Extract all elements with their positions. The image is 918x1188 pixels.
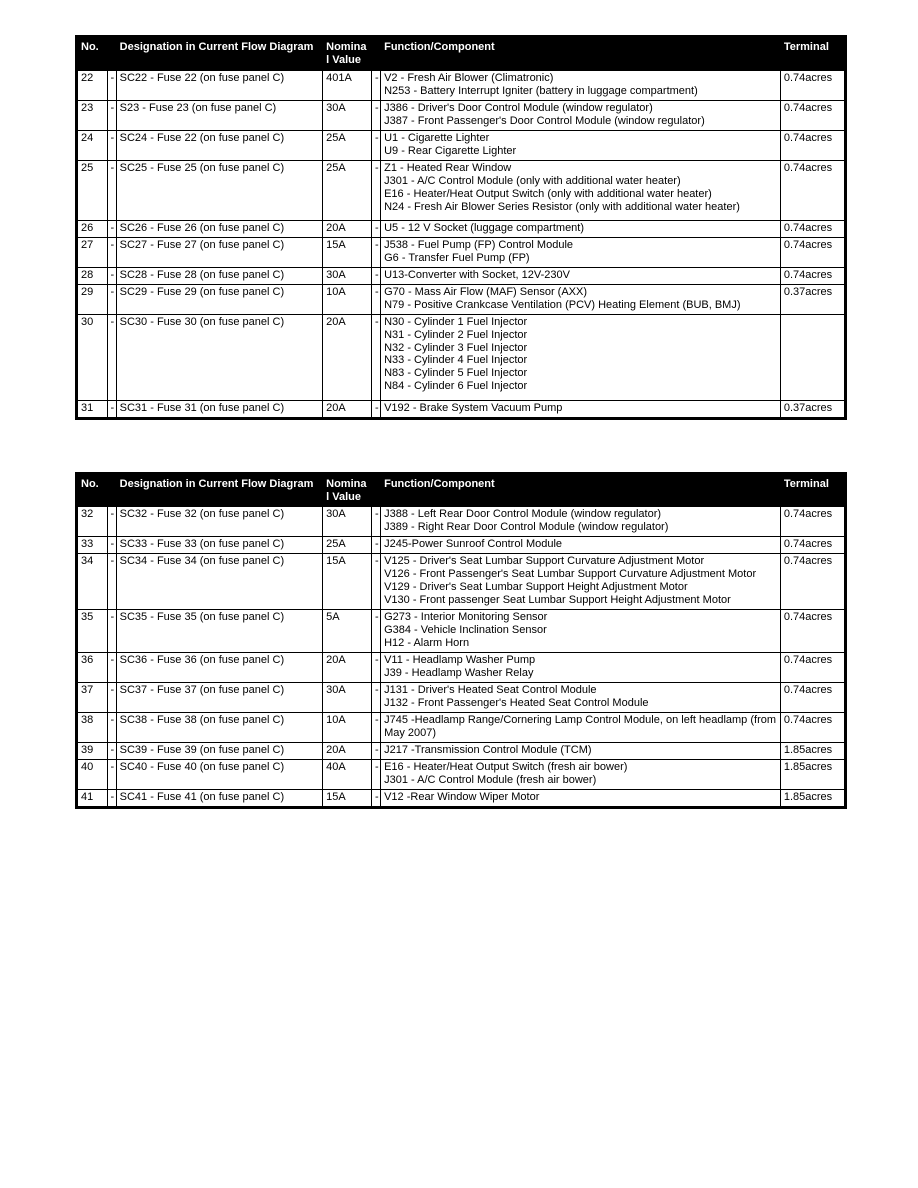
table-row bbox=[77, 220, 846, 237]
row-nominal-value: 20A bbox=[323, 653, 372, 683]
header-nominal-value: Nominal Value bbox=[323, 37, 372, 71]
function-line: V130 - Front passenger Seat Lumbar Support Height Adjustment Motor bbox=[384, 594, 731, 607]
function-line: G273 - Interior Monitoring Sensor bbox=[384, 611, 548, 624]
row-functions bbox=[381, 713, 781, 743]
function-line: V11 - Headlamp Washer Pump bbox=[384, 654, 536, 667]
row-terminal: 1.85acres bbox=[780, 742, 845, 759]
row-functions bbox=[381, 400, 781, 418]
table-row bbox=[77, 742, 846, 759]
row-terminal: 0.74acres bbox=[780, 610, 845, 653]
table-header bbox=[77, 37, 846, 71]
header-row bbox=[77, 473, 846, 507]
row-dash: - bbox=[107, 160, 116, 220]
row-dash: - bbox=[107, 284, 116, 314]
row-designation: SC31 - Fuse 31 (on fuse panel C) bbox=[116, 400, 322, 418]
table-row bbox=[77, 130, 846, 160]
table-row bbox=[77, 759, 846, 789]
row-nominal-value: 30A bbox=[323, 100, 372, 130]
row-nominal-value: 15A bbox=[323, 554, 372, 610]
function-line: J387 - Front Passenger's Door Control Module (window regulator) bbox=[384, 114, 705, 127]
table-row bbox=[77, 100, 846, 130]
table-row bbox=[77, 267, 846, 284]
row-dash: - bbox=[371, 507, 380, 537]
row-number: 27 bbox=[77, 237, 108, 267]
row-designation: SC41 - Fuse 41 (on fuse panel C) bbox=[116, 789, 322, 807]
header-dash bbox=[107, 37, 116, 71]
row-dash: - bbox=[107, 683, 116, 713]
row-dash: - bbox=[371, 100, 380, 130]
row-terminal: 0.37acres bbox=[780, 284, 845, 314]
row-dash: - bbox=[371, 220, 380, 237]
row-dash: - bbox=[371, 653, 380, 683]
row-number: 31 bbox=[77, 400, 108, 418]
row-dash: - bbox=[107, 554, 116, 610]
table-row bbox=[77, 400, 846, 418]
row-nominal-value: 401A bbox=[323, 70, 372, 100]
row-functions bbox=[381, 220, 781, 237]
row-dash: - bbox=[107, 759, 116, 789]
row-designation: SC24 - Fuse 22 (on fuse panel C) bbox=[116, 130, 322, 160]
row-nominal-value: 5A bbox=[323, 610, 372, 653]
function-line: J245-Power Sunroof Control Module bbox=[384, 538, 563, 551]
row-nominal-value: 20A bbox=[323, 220, 372, 237]
table-row bbox=[77, 789, 846, 807]
function-line: G6 - Transfer Fuel Pump (FP) bbox=[384, 251, 530, 264]
row-nominal-value: 25A bbox=[323, 537, 372, 554]
row-dash: - bbox=[371, 237, 380, 267]
function-line: N253 - Battery Interrupt Igniter (battery in luggage compartment) bbox=[384, 84, 698, 97]
row-number: 37 bbox=[77, 683, 108, 713]
header-designation: Designation in Current Flow Diagram bbox=[116, 473, 322, 507]
row-dash: - bbox=[107, 537, 116, 554]
row-functions bbox=[381, 683, 781, 713]
row-nominal-value: 10A bbox=[323, 284, 372, 314]
row-nominal-value: 40A bbox=[323, 759, 372, 789]
function-line: J388 - Left Rear Door Control Module (window regulator) bbox=[384, 508, 662, 521]
row-dash: - bbox=[107, 713, 116, 743]
function-line: U1 - Cigarette Lighter bbox=[384, 131, 490, 144]
row-dash: - bbox=[107, 267, 116, 284]
row-designation: SC30 - Fuse 30 (on fuse panel C) bbox=[116, 314, 322, 400]
row-terminal: 0.74acres bbox=[780, 70, 845, 100]
header-dash bbox=[107, 473, 116, 507]
function-line: J538 - Fuel Pump (FP) Control Module bbox=[384, 238, 574, 251]
function-line: J301 - A/C Control Module (only with additional water heater) bbox=[384, 174, 681, 187]
row-functions bbox=[381, 130, 781, 160]
function-line: J217 -Transmission Control Module (TCM) bbox=[384, 743, 592, 756]
row-dash: - bbox=[107, 400, 116, 418]
row-terminal: 0.74acres bbox=[780, 267, 845, 284]
table-row bbox=[77, 610, 846, 653]
row-number: 38 bbox=[77, 713, 108, 743]
row-terminal: 0.74acres bbox=[780, 537, 845, 554]
function-line: J131 - Driver's Heated Seat Control Module bbox=[384, 684, 597, 697]
row-dash: - bbox=[107, 100, 116, 130]
function-line: E16 - Heater/Heat Output Switch (only with additional water heater) bbox=[384, 187, 712, 200]
table-row bbox=[77, 554, 846, 610]
row-dash: - bbox=[371, 314, 380, 400]
row-nominal-value: 15A bbox=[323, 237, 372, 267]
header-nominal-value: Nominal Value bbox=[323, 473, 372, 507]
table-row bbox=[77, 70, 846, 100]
row-number: 35 bbox=[77, 610, 108, 653]
row-nominal-value: 20A bbox=[323, 400, 372, 418]
row-number: 36 bbox=[77, 653, 108, 683]
row-nominal-value: 30A bbox=[323, 507, 372, 537]
row-terminal: 1.85acres bbox=[780, 789, 845, 807]
row-dash: - bbox=[107, 789, 116, 807]
fuse-table-1 bbox=[75, 35, 847, 420]
function-line: J745 -Headlamp Range/Cornering Lamp Control Module, on left headlamp (from May 2007) bbox=[384, 714, 777, 739]
row-designation: SC37 - Fuse 37 (on fuse panel C) bbox=[116, 683, 322, 713]
function-line: V126 - Front Passenger's Seat Lumbar Support Curvature Adjustment Motor bbox=[384, 568, 757, 581]
function-line: Z1 - Heated Rear Window bbox=[384, 161, 512, 174]
row-dash: - bbox=[371, 267, 380, 284]
row-number: 30 bbox=[77, 314, 108, 400]
row-number: 23 bbox=[77, 100, 108, 130]
function-line: V125 - Driver's Seat Lumbar Support Curvature Adjustment Motor bbox=[384, 555, 705, 568]
row-dash: - bbox=[371, 683, 380, 713]
table-body bbox=[77, 70, 846, 418]
row-designation: SC40 - Fuse 40 (on fuse panel C) bbox=[116, 759, 322, 789]
row-terminal: 0.74acres bbox=[780, 653, 845, 683]
function-line: V12 -Rear Window Wiper Motor bbox=[384, 790, 540, 803]
row-nominal-value: 20A bbox=[323, 742, 372, 759]
table-row bbox=[77, 537, 846, 554]
row-nominal-value: 10A bbox=[323, 713, 372, 743]
row-dash: - bbox=[107, 130, 116, 160]
function-line: N31 - Cylinder 2 Fuel Injector bbox=[384, 328, 528, 341]
function-line: V129 - Driver's Seat Lumbar Support Height Adjustment Motor bbox=[384, 581, 688, 594]
row-terminal: 0.74acres bbox=[780, 220, 845, 237]
row-nominal-value: 20A bbox=[323, 314, 372, 400]
row-dash: - bbox=[107, 507, 116, 537]
header-dash bbox=[371, 473, 380, 507]
row-dash: - bbox=[107, 70, 116, 100]
row-dash: - bbox=[107, 742, 116, 759]
row-functions bbox=[381, 537, 781, 554]
row-functions bbox=[381, 314, 781, 400]
row-dash: - bbox=[107, 610, 116, 653]
function-line: U9 - Rear Cigarette Lighter bbox=[384, 144, 517, 157]
function-line: G384 - Vehicle Inclination Sensor bbox=[384, 624, 547, 637]
row-terminal: 0.74acres bbox=[780, 507, 845, 537]
row-dash: - bbox=[371, 537, 380, 554]
table-row bbox=[77, 507, 846, 537]
row-designation: SC26 - Fuse 26 (on fuse panel C) bbox=[116, 220, 322, 237]
row-designation: SC29 - Fuse 29 (on fuse panel C) bbox=[116, 284, 322, 314]
row-dash: - bbox=[371, 759, 380, 789]
function-line: G70 - Mass Air Flow (MAF) Sensor (AXX) bbox=[384, 285, 588, 298]
row-designation: SC27 - Fuse 27 (on fuse panel C) bbox=[116, 237, 322, 267]
header-terminal: Terminal bbox=[780, 473, 845, 507]
function-line: J132 - Front Passenger's Heated Seat Control Module bbox=[384, 697, 649, 710]
row-nominal-value: 25A bbox=[323, 130, 372, 160]
row-number: 41 bbox=[77, 789, 108, 807]
table-body bbox=[77, 507, 846, 807]
row-number: 22 bbox=[77, 70, 108, 100]
row-dash: - bbox=[371, 554, 380, 610]
row-number: 25 bbox=[77, 160, 108, 220]
row-number: 34 bbox=[77, 554, 108, 610]
row-terminal: 0.37acres bbox=[780, 400, 845, 418]
row-dash: - bbox=[371, 70, 380, 100]
row-terminal: 0.74acres bbox=[780, 130, 845, 160]
row-dash: - bbox=[371, 742, 380, 759]
row-dash: - bbox=[371, 400, 380, 418]
fuse-table-2 bbox=[75, 472, 847, 809]
row-terminal: 0.74acres bbox=[780, 683, 845, 713]
row-number: 26 bbox=[77, 220, 108, 237]
row-number: 29 bbox=[77, 284, 108, 314]
function-line: V192 - Brake System Vacuum Pump bbox=[384, 401, 563, 414]
row-functions bbox=[381, 507, 781, 537]
row-terminal: 0.74acres bbox=[780, 713, 845, 743]
row-terminal: 0.74acres bbox=[780, 160, 845, 220]
row-designation: SC32 - Fuse 32 (on fuse panel C) bbox=[116, 507, 322, 537]
row-designation: SC39 - Fuse 39 (on fuse panel C) bbox=[116, 742, 322, 759]
function-line: J39 - Headlamp Washer Relay bbox=[384, 667, 534, 680]
row-designation: SC33 - Fuse 33 (on fuse panel C) bbox=[116, 537, 322, 554]
row-dash: - bbox=[107, 653, 116, 683]
row-number: 39 bbox=[77, 742, 108, 759]
row-dash: - bbox=[107, 314, 116, 400]
row-designation: SC35 - Fuse 35 (on fuse panel C) bbox=[116, 610, 322, 653]
function-line: J386 - Driver's Door Control Module (window regulator) bbox=[384, 101, 653, 114]
header-function-component: Function/Component bbox=[381, 37, 781, 71]
row-functions bbox=[381, 237, 781, 267]
row-terminal bbox=[780, 314, 845, 400]
row-number: 24 bbox=[77, 130, 108, 160]
row-number: 33 bbox=[77, 537, 108, 554]
row-designation: SC38 - Fuse 38 (on fuse panel C) bbox=[116, 713, 322, 743]
row-designation: SC36 - Fuse 36 (on fuse panel C) bbox=[116, 653, 322, 683]
row-functions bbox=[381, 759, 781, 789]
row-terminal: 1.85acres bbox=[780, 759, 845, 789]
function-line: N30 - Cylinder 1 Fuel Injector bbox=[384, 315, 528, 328]
row-dash: - bbox=[371, 789, 380, 807]
function-line: N33 - Cylinder 4 Fuel Injector bbox=[384, 354, 528, 367]
row-designation: SC22 - Fuse 22 (on fuse panel C) bbox=[116, 70, 322, 100]
row-dash: - bbox=[371, 610, 380, 653]
row-designation: SC34 - Fuse 34 (on fuse panel C) bbox=[116, 554, 322, 610]
row-number: 32 bbox=[77, 507, 108, 537]
table-row bbox=[77, 683, 846, 713]
row-nominal-value: 30A bbox=[323, 267, 372, 284]
row-dash: - bbox=[371, 130, 380, 160]
function-line: U13-Converter with Socket, 12V-230V bbox=[384, 268, 570, 281]
table-row bbox=[77, 314, 846, 400]
row-functions bbox=[381, 554, 781, 610]
row-terminal: 0.74acres bbox=[780, 237, 845, 267]
table-row bbox=[77, 237, 846, 267]
header-dash bbox=[371, 37, 380, 71]
function-line: J301 - A/C Control Module (fresh air bower) bbox=[384, 773, 597, 786]
function-line: U5 - 12 V Socket (luggage compartment) bbox=[384, 221, 585, 234]
function-line: E16 - Heater/Heat Output Switch (fresh air bower) bbox=[384, 760, 628, 773]
function-line: J389 - Right Rear Door Control Module (window regulator) bbox=[384, 521, 669, 534]
row-designation: SC28 - Fuse 28 (on fuse panel C) bbox=[116, 267, 322, 284]
table-header bbox=[77, 473, 846, 507]
header-terminal: Terminal bbox=[780, 37, 845, 71]
function-line: N32 - Cylinder 3 Fuel Injector bbox=[384, 341, 528, 354]
row-functions bbox=[381, 100, 781, 130]
function-line: N79 - Positive Crankcase Ventilation (PCV) Heating Element (BUB, BMJ) bbox=[384, 298, 741, 311]
row-dash: - bbox=[107, 220, 116, 237]
table-row bbox=[77, 713, 846, 743]
table-row bbox=[77, 160, 846, 220]
row-functions bbox=[381, 789, 781, 807]
row-functions bbox=[381, 610, 781, 653]
row-dash: - bbox=[371, 713, 380, 743]
row-nominal-value: 25A bbox=[323, 160, 372, 220]
header-no: No. bbox=[77, 37, 108, 71]
row-nominal-value: 30A bbox=[323, 683, 372, 713]
row-number: 28 bbox=[77, 267, 108, 284]
row-functions bbox=[381, 267, 781, 284]
function-line: N84 - Cylinder 6 Fuel Injector bbox=[384, 380, 528, 393]
row-dash: - bbox=[107, 237, 116, 267]
row-designation: S23 - Fuse 23 (on fuse panel C) bbox=[116, 100, 322, 130]
header-designation: Designation in Current Flow Diagram bbox=[116, 37, 322, 71]
table-row bbox=[77, 653, 846, 683]
row-functions bbox=[381, 70, 781, 100]
row-dash: - bbox=[371, 160, 380, 220]
row-designation: SC25 - Fuse 25 (on fuse panel C) bbox=[116, 160, 322, 220]
table-row bbox=[77, 284, 846, 314]
row-functions bbox=[381, 284, 781, 314]
row-terminal: 0.74acres bbox=[780, 100, 845, 130]
row-number: 40 bbox=[77, 759, 108, 789]
row-functions bbox=[381, 160, 781, 220]
row-dash: - bbox=[371, 284, 380, 314]
function-line: H12 - Alarm Horn bbox=[384, 637, 470, 650]
row-functions bbox=[381, 742, 781, 759]
function-line: N83 - Cylinder 5 Fuel Injector bbox=[384, 367, 528, 380]
header-no: No. bbox=[77, 473, 108, 507]
header-function-component: Function/Component bbox=[381, 473, 781, 507]
function-line: V2 - Fresh Air Blower (Climatronic) bbox=[384, 71, 554, 84]
row-nominal-value: 15A bbox=[323, 789, 372, 807]
header-row bbox=[77, 37, 846, 71]
function-line: N24 - Fresh Air Blower Series Resistor (only with additional water heater) bbox=[384, 200, 740, 213]
row-terminal: 0.74acres bbox=[780, 554, 845, 610]
row-functions bbox=[381, 653, 781, 683]
